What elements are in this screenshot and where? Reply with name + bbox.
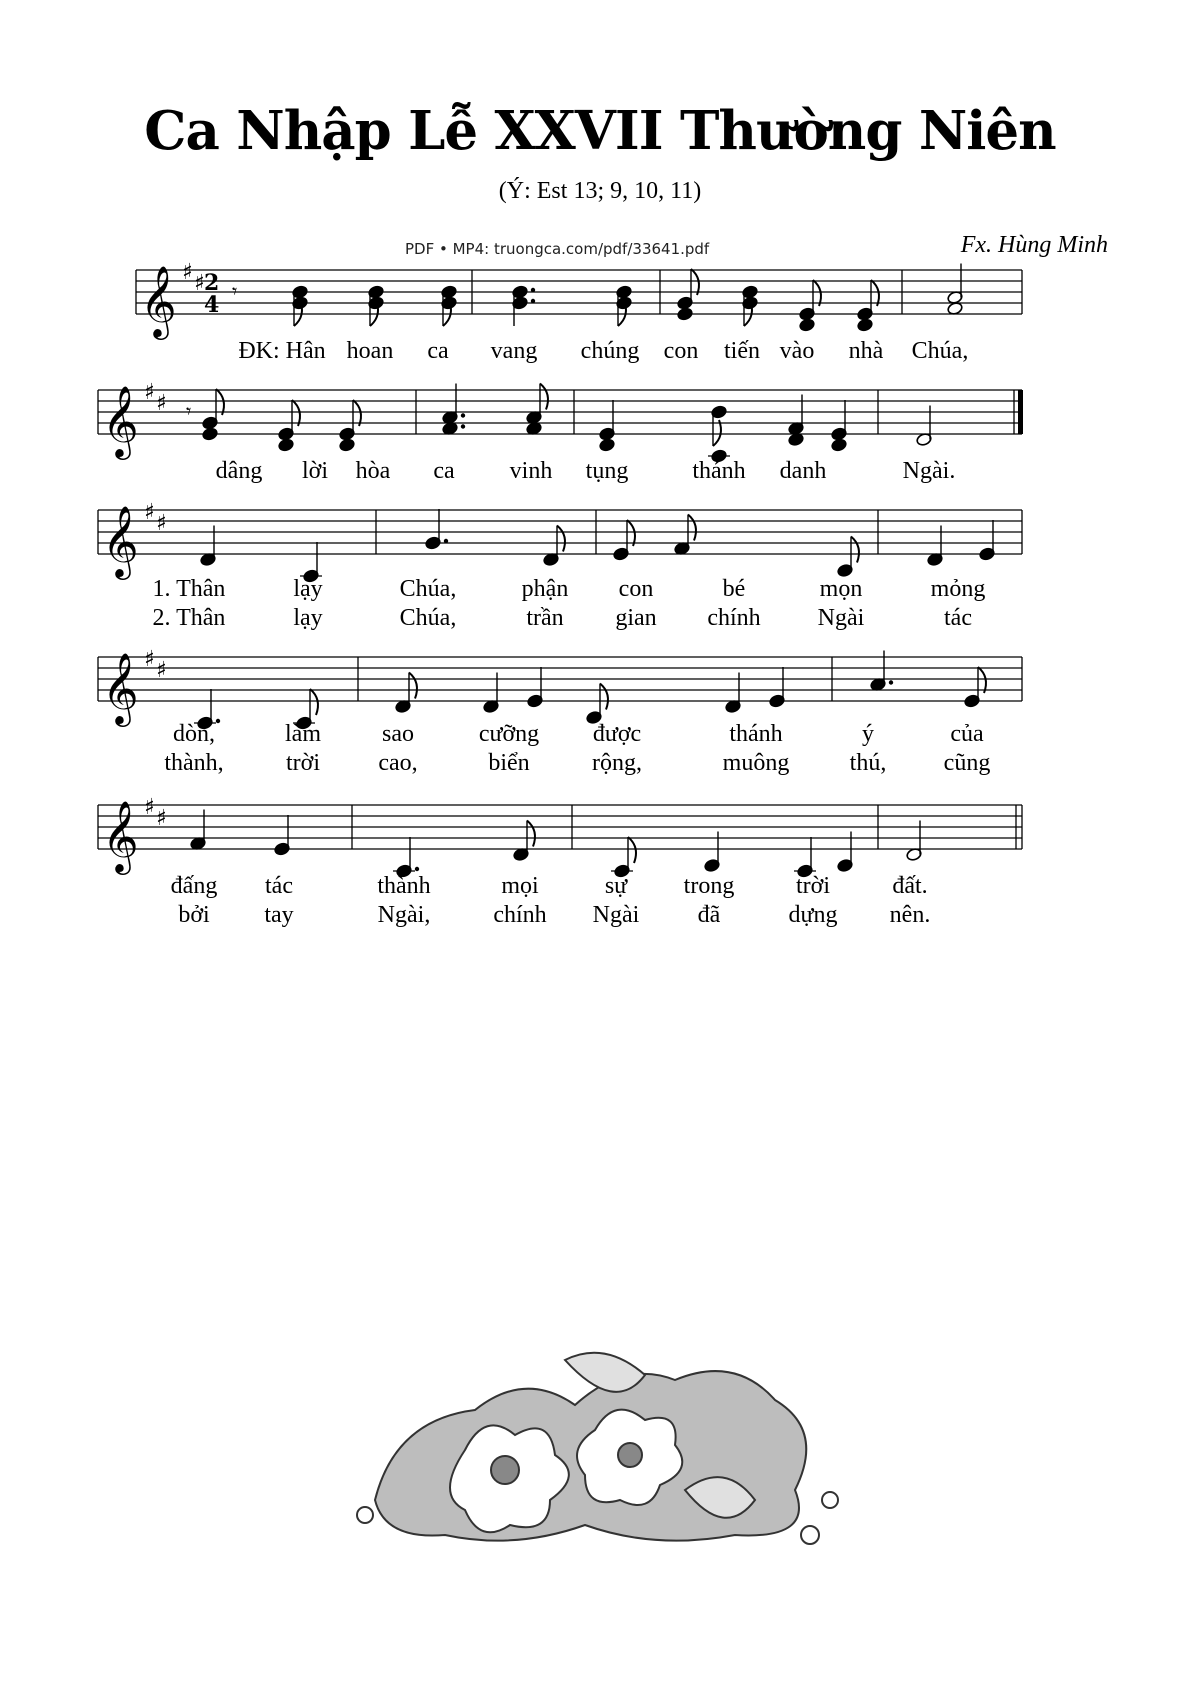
time-signature-bottom: 4: [204, 292, 220, 318]
sharp-icon: ♯: [144, 795, 155, 820]
lyric-syllable: 2. Thân: [152, 605, 226, 631]
note-head: [831, 438, 848, 452]
lyric-syllable: cao,: [378, 750, 418, 776]
lyric-syllable: nhà: [848, 338, 884, 364]
lyric-syllable: trần: [526, 605, 564, 631]
lyric-syllable: Chúa,: [399, 576, 457, 602]
lyric-syllable: được: [592, 721, 642, 747]
treble-clef-icon: 𝄞: [102, 651, 139, 724]
lyric-syllable: Ngài.: [902, 458, 956, 484]
floral-ornament-icon: [355, 1350, 845, 1560]
lyric-syllable: dâng: [215, 458, 263, 484]
lyric-syllable: chính: [707, 605, 761, 631]
note-flag: [527, 821, 535, 847]
note-head: [599, 438, 616, 452]
lyric-syllable: phận: [521, 576, 569, 602]
lyric-syllable: sao: [382, 721, 414, 747]
lyric-syllable: nên.: [889, 902, 931, 928]
treble-clef-icon: 𝄞: [102, 799, 139, 872]
lyric-syllable: chính: [493, 902, 547, 928]
lyric-syllable: ĐK: Hân: [238, 338, 326, 364]
lyric-syllable: 1. Thân: [152, 576, 226, 602]
lyric-syllable: trời: [795, 873, 831, 899]
treble-clef-icon: 𝄞: [102, 504, 139, 577]
sharp-icon: ♯: [156, 391, 167, 416]
sharp-icon: ♯: [194, 271, 205, 296]
lyric-syllable: bởi: [178, 902, 210, 928]
note-flag: [691, 269, 699, 295]
lyric-syllable: dựng: [788, 902, 838, 928]
lyric-syllable: thánh: [729, 721, 783, 747]
sharp-icon: ♯: [156, 658, 167, 683]
lyric-syllable: hòa: [355, 458, 391, 484]
lyric-syllable: tác: [944, 605, 972, 631]
scripture-reference: (Ý: Est 13; 9, 10, 11): [498, 178, 702, 204]
final-barline: [1018, 390, 1023, 434]
note-head: [857, 318, 874, 332]
note-head: [677, 307, 694, 321]
lyric-syllable: của: [950, 721, 984, 747]
note-flag: [409, 673, 417, 699]
lyric-syllable: Ngài,: [377, 902, 431, 928]
source-link[interactable]: PDF • MP4: truongca.com/pdf/33641.pdf: [405, 240, 710, 258]
page-title: Ca Nhập Lễ XXVII Thường Niên: [144, 100, 1056, 162]
composer-name: Fx. Hùng Minh: [960, 232, 1108, 258]
sharp-icon: ♯: [182, 260, 193, 285]
dot: [461, 413, 465, 417]
lyric-syllable: mọn: [819, 576, 863, 602]
lyric-syllable: tác: [265, 873, 293, 899]
lyric-syllable: muông: [722, 750, 790, 776]
lyric-syllable: tiến: [724, 338, 760, 364]
lyric-syllable: sự: [604, 873, 628, 899]
lyric-syllable: chúng: [580, 338, 640, 364]
note-flag: [851, 537, 859, 563]
lyric-syllable: vinh: [509, 458, 553, 484]
lyric-syllable: lạy: [293, 605, 323, 631]
lyric-syllable: cũng: [943, 750, 991, 776]
eighth-rest-icon: 𝄾: [186, 399, 192, 423]
lyric-syllable: rộng,: [592, 750, 642, 776]
lyric-syllable: danh: [779, 458, 827, 484]
lyric-syllable: đấng: [170, 873, 218, 899]
dot: [889, 680, 893, 684]
note-flag: [628, 837, 636, 863]
note-flag: [216, 389, 224, 415]
lyric-syllable: thành,: [164, 750, 224, 776]
lyric-syllable: Ngài: [592, 902, 640, 928]
dot: [415, 867, 419, 871]
eighth-rest-icon: 𝄾: [232, 279, 238, 303]
note-flag: [310, 689, 318, 715]
lyric-syllable: mỏng: [930, 576, 986, 602]
lyric-syllable: con: [618, 576, 654, 602]
note-flag: [978, 667, 986, 693]
lyric-syllable: ca: [427, 338, 449, 364]
note-flag: [540, 384, 548, 410]
lyric-syllable: đã: [697, 902, 721, 928]
lyric-syllable: tay: [264, 902, 294, 928]
lyric-syllable: gian: [615, 605, 657, 631]
treble-clef-icon: 𝄞: [140, 264, 177, 337]
note-flag: [557, 526, 565, 552]
note-flag: [600, 684, 608, 710]
lyric-syllable: vào: [779, 338, 815, 364]
note-flag: [627, 520, 635, 546]
note-flag: [713, 420, 721, 446]
lyric-syllable: thành: [377, 873, 431, 899]
note-flag: [813, 280, 821, 306]
note-flag: [292, 400, 300, 426]
dot: [531, 288, 535, 292]
sharp-icon: ♯: [156, 511, 167, 536]
dot: [531, 299, 535, 303]
lyric-syllable: thánh: [692, 458, 746, 484]
sharp-icon: ♯: [144, 500, 155, 525]
treble-clef-icon: 𝄞: [102, 384, 139, 457]
note-head: [202, 427, 219, 441]
sharp-icon: ♯: [144, 647, 155, 672]
lyric-syllable: Chúa,: [911, 338, 969, 364]
lyric-syllable: hoan: [346, 338, 394, 364]
dot: [216, 719, 220, 723]
lyric-syllable: con: [663, 338, 699, 364]
lyric-syllable: Ngài: [817, 605, 865, 631]
note-flag: [688, 515, 696, 541]
note-flag: [353, 400, 361, 426]
lyric-syllable: ca: [433, 458, 455, 484]
lyric-syllable: bé: [722, 576, 746, 602]
lyric-syllable: làm: [285, 721, 321, 747]
note-head: [799, 318, 816, 332]
lyric-syllable: vang: [490, 338, 538, 364]
lyric-syllable: lời: [301, 458, 329, 484]
lyric-syllable: ý: [862, 721, 874, 747]
lyric-syllable: Chúa,: [399, 605, 457, 631]
lyric-syllable: cưỡng: [478, 721, 540, 747]
sharp-icon: ♯: [144, 380, 155, 405]
sharp-icon: ♯: [156, 806, 167, 831]
lyric-syllable: đất.: [892, 873, 928, 899]
lyric-syllable: lạy: [293, 576, 323, 602]
lyric-syllable: mọi: [501, 873, 539, 899]
note-flag: [871, 280, 879, 306]
lyric-syllable: trời: [285, 750, 321, 776]
lyric-syllable: biển: [488, 750, 530, 776]
lyric-syllable: trong: [683, 873, 735, 899]
lyric-syllable: dòn,: [173, 721, 215, 747]
note-head: [339, 438, 356, 452]
dot: [444, 539, 448, 543]
lyric-syllable: tụng: [585, 458, 629, 484]
note-head: [278, 438, 295, 452]
lyric-syllable: thú,: [849, 750, 887, 776]
dot: [461, 424, 465, 428]
time-signature-top: 2: [204, 270, 220, 296]
